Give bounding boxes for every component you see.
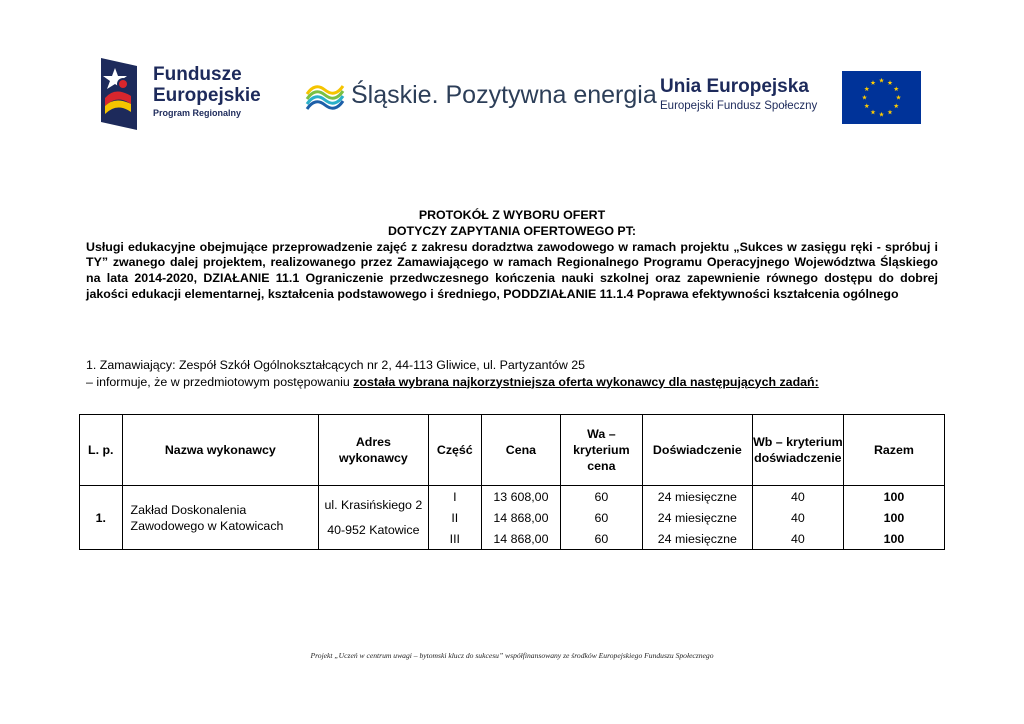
cell-price: 14 868,00 (481, 507, 560, 528)
cell-part: II (428, 507, 481, 528)
cell-wa: 60 (560, 528, 642, 550)
protocol-subtitle: DOTYCZY ZAPYTANIA OFERTOWEGO PT: (387, 223, 637, 238)
cell-contractor-address (319, 486, 429, 550)
cell-total: 100 (843, 528, 944, 550)
header-wb: Wb – kryterium doświadczenie (752, 415, 843, 486)
header-price: Cena (481, 415, 560, 486)
cell-part: III (428, 528, 481, 550)
selection-statement (86, 374, 946, 391)
address-street: ul. Krasińskiego 2 (324, 497, 423, 512)
header-experience: Doświadczenie (642, 415, 752, 486)
cell-price: 13 608,00 (481, 486, 560, 508)
fe-logo-line3: Program Regionalny (153, 108, 242, 118)
cell-experience: 24 miesięczne (642, 528, 752, 550)
cell-wb: 40 (752, 486, 843, 508)
cell-price: 14 868,00 (481, 528, 560, 550)
offers-table (79, 414, 945, 550)
selection-highlight: została wybrana najkorzystniejsza oferta wykonawcy dla następujących zadań: (353, 374, 819, 389)
eu-flag-icon (842, 71, 921, 124)
table-header-row (80, 415, 945, 486)
protocol-description: Usługi edukacyjne obejmujące przeprowadzenie zajęć z zakresu doradztwa zawodowego w ramach projektu „Sukces w zasięgu ręki - spróbuj i TY” zwanego dalej projektem, realizowanego przez Zamawiającego w ramach Regionalnego Programu Operacyjnego Województwa Śląskiego na lata 2014-2020, DZIAŁANIE 11.1 Ograniczenie przedwczesnego kończenia nauki szkolnej oraz zapewnienie równego dostępu do dobrej jakości edukacji elementarnej, kształcenia podstawowego i średniego, PODDZIAŁANIE 11.1.4 Poprawa efektywności kształcenia ogólnego (86, 239, 938, 301)
fe-emblem-icon (101, 58, 137, 130)
ue-logo-title: Unia Europejska (660, 76, 809, 97)
slaskie-waves-icon (305, 80, 345, 114)
header-part: Część (428, 415, 481, 486)
protocol-heading (86, 208, 938, 303)
fundusze-europejskie-logo (101, 58, 271, 130)
slaskie-brand: Śląskie. (351, 81, 439, 109)
header-wa: Wa – kryterium cena (560, 415, 642, 486)
selection-prefix: – informuje, że w przedmiotowym postępowaniu (86, 374, 354, 389)
slaskie-tagline: Pozytywna energia (445, 81, 657, 109)
cell-wa: 60 (560, 486, 642, 508)
logo-bar (0, 0, 1024, 150)
cell-wb: 40 (752, 528, 843, 550)
intro-section (86, 357, 946, 390)
page-footer: Projekt „Uczeń w centrum uwagi – bytomski klucz do sukcesu” współfinansowany ze środków Europejskiego Funduszu Społecznego (310, 651, 714, 660)
slaskie-logo (305, 80, 657, 114)
fe-logo-line1: Fundusze (153, 64, 242, 85)
cell-wa: 60 (560, 507, 642, 528)
table-row (80, 486, 945, 508)
cell-wb: 40 (752, 507, 843, 528)
cell-experience: 24 miesięczne (642, 507, 752, 528)
cell-total: 100 (843, 507, 944, 528)
protocol-title: PROTOKÓŁ Z WYBORU OFERT (418, 208, 606, 222)
contracting-authority: 1. Zamawiający: Zespół Szkół Ogólnokształcących nr 2, 44-113 Gliwice, ul. Partyzantów 25 (86, 358, 586, 372)
header-lp: L. p. (80, 415, 123, 486)
ue-logo-subtitle: Europejski Fundusz Społeczny (660, 100, 818, 112)
cell-lp: 1. (80, 486, 123, 550)
cell-part: I (428, 486, 481, 508)
unia-europejska-logo (660, 71, 922, 125)
cell-contractor-name: Zakład Doskonalenia Zawodowego w Katowicach (122, 486, 319, 550)
cell-experience: 24 miesięczne (642, 486, 752, 508)
fe-logo-line2: Europejskie (153, 85, 261, 106)
header-total: Razem (843, 415, 944, 486)
header-address: Adres wykonawcy (319, 415, 429, 486)
address-city: 40-952 Katowice (327, 522, 420, 537)
header-name: Nazwa wykonawcy (122, 415, 319, 486)
cell-total: 100 (843, 486, 944, 508)
